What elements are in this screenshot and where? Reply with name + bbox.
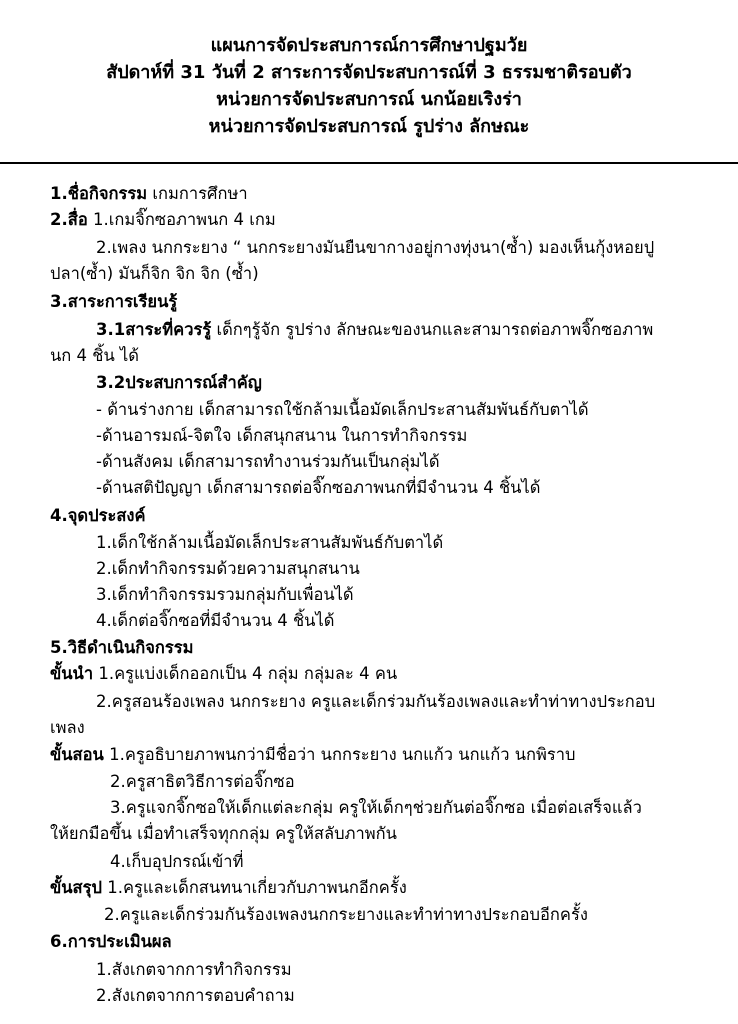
procedure-intro-label: ขั้นนำ (50, 664, 94, 683)
activity-name-label: 1.ชื่อกิจกรรม (50, 184, 148, 203)
evaluation-heading: 6.การประเมินผล (50, 932, 172, 951)
procedure-teach-1 (50, 743, 575, 767)
learning-content-3-2-heading: 3.2ประสบการณ์สำคัญ (96, 373, 262, 392)
header-divider (0, 162, 738, 164)
evaluation-2: 2.สังเกตจากการตอบคำถาม (96, 986, 295, 1005)
procedure-intro-2: 2.ครูสอนร้องเพลง นกกระยาง ครูและเด็กร่วมกันร้องเพลงและทำท่าทางประกอบ (96, 692, 656, 711)
objective-3: 3.เด็กทำกิจกรรมรวมกลุ่มกับเพื่อนได้ (96, 585, 354, 604)
materials-item-2-cont: ปลา(ซ้ำ) มันก็จิก จิก จิก (ซ้ำ) (50, 264, 259, 283)
procedure-summary-2: 2.ครูและเด็กร่วมกันร้องเพลงนกกระยางและทำท่าทางประกอบอีกครั้ง (104, 905, 588, 924)
activity-name-text: เกมการศึกษา (147, 184, 248, 203)
materials-line (50, 208, 276, 232)
procedure-intro-1 (50, 662, 397, 686)
procedure-intro-1-text: 1.ครูแบ่งเด็กออกเป็น 4 กลุ่ม กลุ่มละ 4 คน (93, 664, 398, 683)
procedure-intro-2-cont: เพลง (50, 718, 85, 737)
procedure-heading: 5.วิธีดำเนินกิจกรรม (50, 638, 194, 657)
document-header (0, 0, 738, 140)
procedure-summary-1-text: 1.ครูและเด็กสนทนาเกี่ยวกับภาพนกอีกครั้ง (101, 878, 407, 897)
learning-content-3-1-text: เด็กๆรู้จัก รูปร่าง ลักษณะของนกและสามารถต่อภาพจิ๊กซอภาพ (211, 320, 654, 339)
procedure-teach-1-text: 1.ครูอธิบายภาพนกว่ามีชื่อว่า นกกระยาง นกแก้ว นกแก้ว นกพิราบ (103, 745, 576, 764)
experience-intellectual: -ด้านสติปัญญา เด็กสามารถต่อจิ๊กซอภาพนกที่มีจำนวน 4 ชิ้นได้ (96, 478, 541, 497)
procedure-teach-4: 4.เก็บอุปกรณ์เข้าที่ (110, 852, 244, 871)
learning-content-3-1-label: 3.1สาระที่ควรรู้ (96, 320, 212, 339)
learning-content-3-1 (96, 318, 653, 342)
experience-social: -ด้านสังคม เด็กสามารถทำงานร่วมกันเป็นกลุ่มได้ (96, 452, 440, 471)
materials-label: 2.สื่อ (50, 210, 88, 229)
experience-physical: - ด้านร่างกาย เด็กสามารถใช้กล้ามเนื้อมัดเล็กประสานสัมพันธ์กับตาได้ (96, 400, 589, 419)
objectives-heading: 4.จุดประสงค์ (50, 506, 146, 525)
header-subunit-line: หน่วยการจัดประสบการณ์ รูปร่าง ลักษณะ (208, 116, 530, 137)
procedure-summary-label: ขั้นสรุป (50, 878, 102, 897)
objective-4: 4.เด็กต่อจิ๊กซอที่มีจำนวน 4 ชิ้นได้ (96, 611, 335, 630)
materials-item-2: 2.เพลง นกกระยาง “ นกกระยางมันยืนขากางอยู่กางทุ่งนา(ซ้ำ) มองเห็นกุ้งหอยปู (96, 238, 655, 257)
header-unit-line: หน่วยการจัดประสบการณ์ นกน้อยเริงร่า (216, 89, 522, 110)
experience-emotional: -ด้านอารมณ์-จิตใจ เด็กสนุกสนาน ในการทำกิจกรรม (96, 426, 468, 445)
procedure-teach-2: 2.ครูสาธิตวิธีการต่อจิ๊กซอ (110, 772, 295, 791)
learning-content-3-1-cont: นก 4 ชิ้น ได้ (50, 346, 139, 365)
procedure-summary-1 (50, 876, 407, 900)
header-week-line: สัปดาห์ที่ 31 วันที่ 2 สาระการจัดประสบการณ์ที่ 3 ธรรมชาติรอบตัว (106, 62, 632, 83)
procedure-teach-3: 3.ครูแจกจิ๊กซอให้เด็กแต่ละกลุ่ม ครูให้เด็กๆช่วยกันต่อจิ๊กซอ เมื่อต่อเสร็จแล้ว (110, 798, 642, 817)
learning-content-heading: 3.สาระการเรียนรู้ (50, 292, 178, 311)
objective-1: 1.เด็กใช้กล้ามเนื้อมัดเล็กประสานสัมพันธ์กับตาได้ (96, 533, 444, 552)
activity-name-line (50, 182, 248, 206)
procedure-teach-label: ขั้นสอน (50, 745, 104, 764)
materials-item-1: 1.เกมจิ๊กซอภาพนก 4 เกม (87, 210, 276, 229)
evaluation-1: 1.สังเกตจากการทำกิจกรรม (96, 960, 292, 979)
header-title: แผนการจัดประสบการณ์การศึกษาปฐมวัย (210, 35, 528, 56)
procedure-teach-3-cont: ให้ยกมือขึ้น เมื่อทำเสร็จทุกกลุ่ม ครูให้สลับภาพกัน (50, 824, 397, 843)
objective-2: 2.เด็กทำกิจกรรมด้วยความสนุกสนาน (96, 559, 360, 578)
